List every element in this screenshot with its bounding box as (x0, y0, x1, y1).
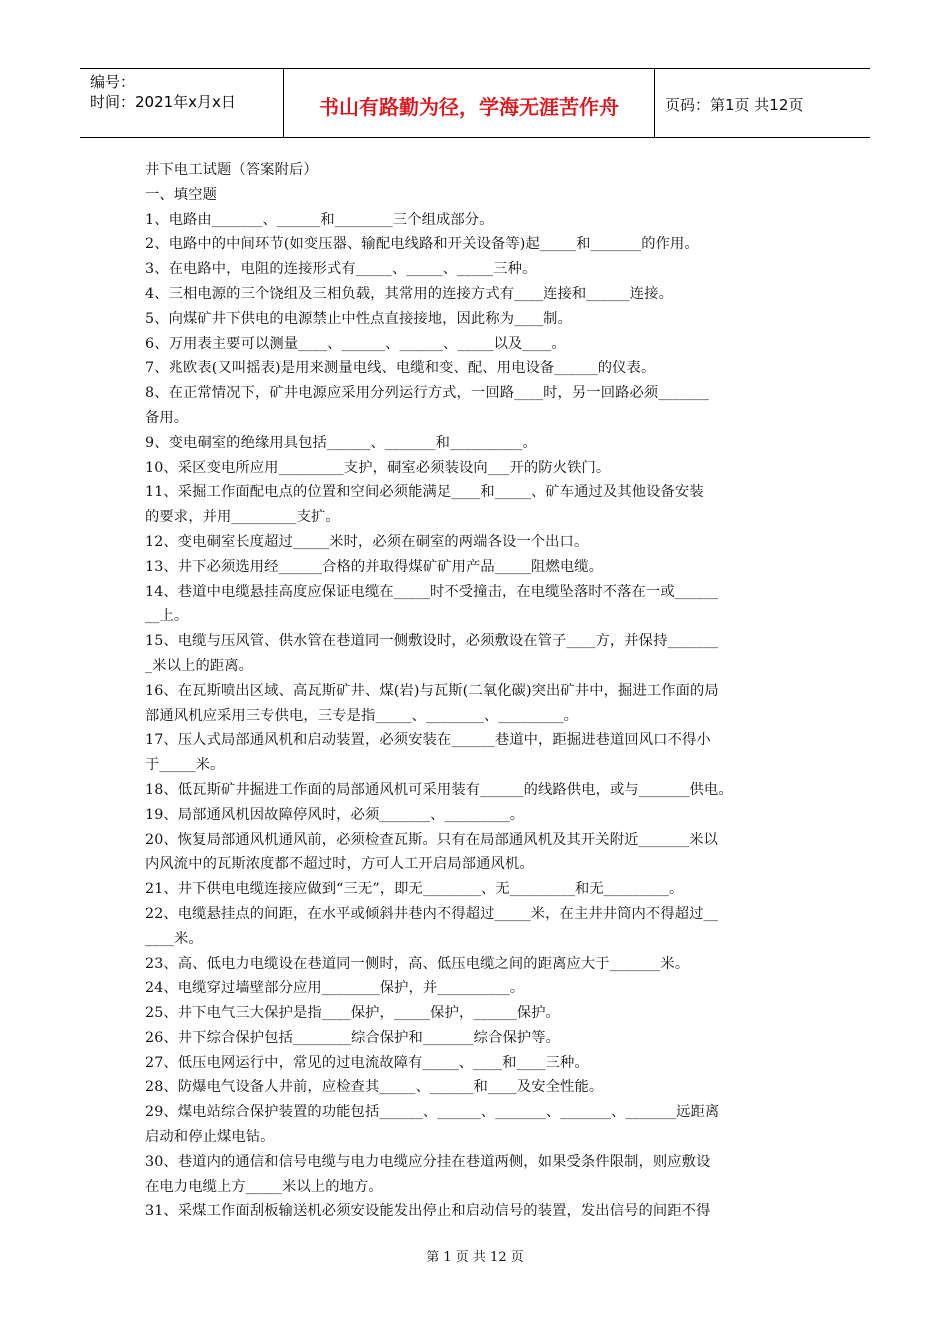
text-line: 2、电路中的中间环节(如变压器、输配电线路和开关设备等)起_____和_______的作用。 (145, 236, 699, 253)
date-label: 时间：2021年x月x日 (90, 93, 236, 111)
text-line: _米以上的距离。 (145, 657, 254, 674)
text-line: 内风流中的瓦斯浓度都不超过时，方可人工开启局部通风机。 (145, 856, 534, 873)
header-page-cell (655, 69, 870, 137)
text-line: 一、填空题 (145, 186, 217, 203)
document-header (80, 68, 870, 138)
text-line: 27、低压电网运行中，常见的过电流故障有_____、____和____三种。 (145, 1054, 589, 1071)
text-line: 14、巷道中电缆悬挂高度应保证电缆在_____时不受撞击，在电缆坠落时不落在一或______ (145, 583, 719, 600)
text-line: 31、采煤工作面刮板输送机必须安设能发出停止和启动信号的装置，发出信号的间距不得 (145, 1203, 711, 1220)
text-line: 6、万用表主要可以测量____、______、______、_____以及____。 (145, 335, 566, 352)
text-line: 11、采掘工作面配电点的位置和空间必须能满足____和_____、矿车通过及其他设备安装 (145, 484, 704, 501)
text-line: 26、井下综合保护包括________综合保护和_______综合保护等。 (145, 1029, 561, 1046)
text-line: 的要求，并用_________支扩。 (145, 509, 340, 526)
text-line: 8、在正常情况下，矿井电源应采用分列运行方式，一回路____时，另一回路必须_______ (145, 385, 710, 402)
text-line: 部通风机应采用三专供电，三专是指_____、________、_________。 (145, 707, 579, 724)
text-line: 3、在电路中，电阻的连接形式有_____、_____、_____三种。 (145, 261, 537, 278)
text-line: 备用。 (145, 409, 189, 426)
text-line: 23、高、低电力电缆设在巷道同一侧时，高、低压电缆之间的距离应大于_______米。 (145, 955, 690, 972)
text-line: 17、压人式局部通风机和启动装置，必须安装在______巷道中，距掘进巷道回风口不得小 (145, 732, 711, 749)
text-line: 1、电路由_______、______和________三个组成部分。 (145, 211, 494, 228)
number-label: 编号： (90, 73, 136, 91)
text-line: 29、煤电站综合保护装置的功能包括______、______、_______、_______、_______远距离 (145, 1104, 720, 1121)
text-line: 9、变电硐室的绝缘用具包括______、_______和__________。 (145, 434, 537, 451)
text-line: 19、局部通风机因故障停风时，必须_______、_________。 (145, 806, 525, 823)
text-line: 井下电工试题（答案附后） (145, 162, 318, 178)
text-line: 启动和停止煤电钻。 (145, 1129, 275, 1146)
text-line: 10、采区变电所应用_________支护，硐室必须装设向___开的防火铁门。 (145, 459, 611, 476)
text-line: 18、低瓦斯矿井掘进工作面的局部通风机可采用装有______的线路供电，或与_______供电。 (145, 781, 733, 798)
exam-content (145, 158, 813, 1224)
text-line: 在电力电缆上方_____米以上的地方。 (145, 1178, 383, 1195)
text-line: 15、电缆与压风管、供水管在巷道同一侧敷设时，必须敷设在管子____方，并保持_______ (145, 633, 719, 650)
text-line: __上。 (145, 608, 189, 625)
text-line: 于_____米。 (145, 757, 225, 774)
text-line: 4、三相电源的三个饶组及三相负载，其常用的连接方式有____连接和______连接。 (145, 285, 673, 302)
text-line: 22、电缆悬挂点的间距，在水平或倾斜井巷内不得超过_____米，在主井井筒内不得超过__ (145, 905, 719, 922)
text-line: 25、井下电气三大保护是指____保护，_____保护，______保护。 (145, 1005, 561, 1022)
text-line: 12、变电硐室长度超过_____米时，必须在硐室的两端各设一个出口。 (145, 533, 589, 550)
page-footer: 第 1 页 共 12 页 (426, 1250, 524, 1265)
text-line: 21、井下供电电缆连接应做到“三无”，即无________、无_________和无_________。 (145, 881, 684, 898)
text-line: 7、兆欧表(又叫摇表)是用来测量电线、电缆和变、配、用电设备______的仪表。 (145, 360, 656, 377)
text-line: 24、电缆穿过墙壁部分应用________保护，并__________。 (145, 980, 525, 997)
text-line: 20、恢复局部通风机通风前，必须检查瓦斯。只有在局部通风机及其开关附近_______米以 (145, 831, 719, 848)
text-line: ____米。 (145, 930, 203, 947)
text-line: 5、向煤矿井下供电的电源禁止中性点直接接地，因此称为____制。 (145, 310, 572, 327)
text-line: 28、防爆电气设备人井前，应检查其_____、______和____及安全性能。 (145, 1079, 604, 1096)
text-line: 13、井下必须选用经______合格的并取得煤矿矿用产品_____阻燃电缆。 (145, 558, 604, 575)
text-line: 30、巷道内的通信和信号电缆与电力电缆应分挂在巷道两侧，如果受条件限制，则应敷设 (145, 1153, 711, 1170)
header-meta-cell (80, 69, 284, 137)
text-line: 16、在瓦斯喷出区域、高瓦斯矿井、煤(岩)与瓦斯(二氧化碳)突出矿井中，掘进工作面的局 (145, 682, 719, 699)
motto-text: 书山有路勤为径，学海无涯苦作舟 (319, 95, 619, 119)
page-code: 页码：第1页 共12页 (665, 96, 804, 114)
header-motto-cell (284, 69, 655, 137)
